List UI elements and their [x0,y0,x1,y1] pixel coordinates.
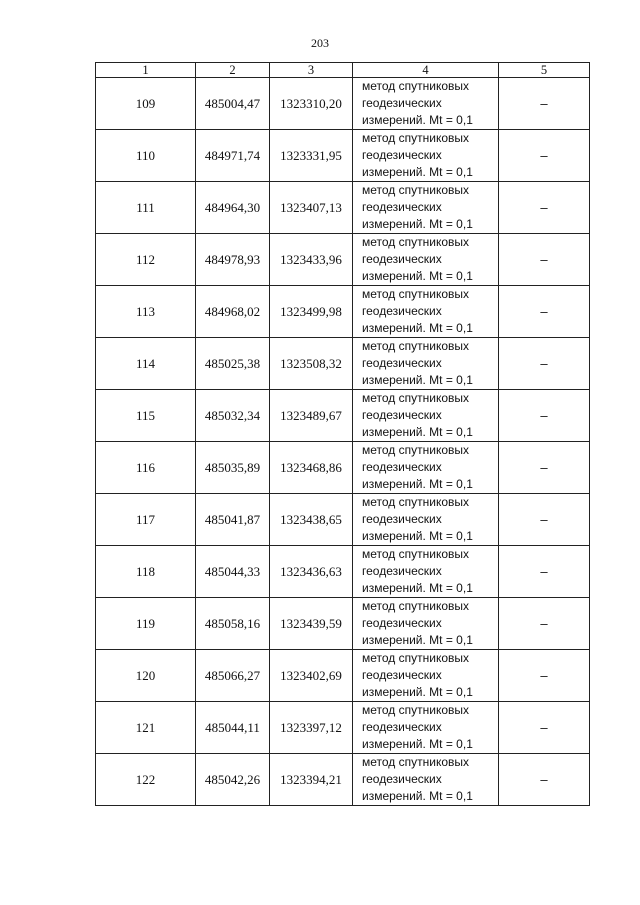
method-line: измерений. Mt = 0,1 [362,269,473,283]
x-coordinate-cell: 485058,16 [196,598,270,650]
method-line: метод спутниковых [362,703,470,717]
x-coordinate-cell: 485066,27 [196,650,270,702]
method-cell [353,754,499,806]
method-line: геодезических [362,668,442,682]
method-line: метод спутниковых [362,183,470,197]
description-cell: – [499,78,590,130]
description-cell: – [499,494,590,546]
method-line: измерений. Mt = 0,1 [362,477,473,491]
method-line: измерений. Mt = 0,1 [362,321,473,335]
x-coordinate-cell: 485041,87 [196,494,270,546]
column-header-5: 5 [499,63,590,78]
table-row [96,130,590,182]
point-number-cell: 117 [96,494,196,546]
method-line: геодезических [362,252,442,266]
method-line: метод спутниковых [362,547,470,561]
column-header-1: 1 [96,63,196,78]
table-header-row [96,63,590,78]
table-row [96,494,590,546]
method-cell [353,338,499,390]
method-cell [353,702,499,754]
description-cell: – [499,546,590,598]
method-line: измерений. Mt = 0,1 [362,529,473,543]
coordinates-table [95,62,590,806]
method-line: измерений. Mt = 0,1 [362,581,473,595]
description-cell: – [499,182,590,234]
method-line: геодезических [362,720,442,734]
method-cell [353,494,499,546]
description-cell: – [499,234,590,286]
method-cell [353,286,499,338]
method-line: метод спутниковых [362,495,470,509]
y-coordinate-cell: 1323433,96 [270,234,353,286]
y-coordinate-cell: 1323499,98 [270,286,353,338]
x-coordinate-cell: 484968,02 [196,286,270,338]
method-line: метод спутниковых [362,287,470,301]
method-line: геодезических [362,616,442,630]
method-line: метод спутниковых [362,339,470,353]
y-coordinate-cell: 1323397,12 [270,702,353,754]
page-number: 203 [311,36,329,50]
description-cell: – [499,702,590,754]
table-row [96,650,590,702]
method-line: метод спутниковых [362,131,470,145]
y-coordinate-cell: 1323331,95 [270,130,353,182]
method-line: метод спутниковых [362,79,470,93]
table-row [96,754,590,806]
method-line: геодезических [362,304,442,318]
table-row [96,390,590,442]
description-cell: – [499,754,590,806]
table-row [96,182,590,234]
method-cell [353,650,499,702]
y-coordinate-cell: 1323394,21 [270,754,353,806]
description-cell: – [499,130,590,182]
point-number-cell: 113 [96,286,196,338]
method-cell [353,130,499,182]
method-line: метод спутниковых [362,599,470,613]
point-number-cell: 118 [96,546,196,598]
x-coordinate-cell: 484978,93 [196,234,270,286]
method-cell [353,390,499,442]
point-number-cell: 116 [96,442,196,494]
point-number-cell: 111 [96,182,196,234]
x-coordinate-cell: 485044,11 [196,702,270,754]
method-line: измерений. Mt = 0,1 [362,113,473,127]
x-coordinate-cell: 484971,74 [196,130,270,182]
method-cell [353,182,499,234]
method-cell [353,598,499,650]
y-coordinate-cell: 1323407,13 [270,182,353,234]
point-number-cell: 122 [96,754,196,806]
method-cell [353,546,499,598]
method-line: геодезических [362,148,442,162]
method-line: измерений. Mt = 0,1 [362,685,473,699]
description-cell: – [499,390,590,442]
method-line: измерений. Mt = 0,1 [362,165,473,179]
method-line: метод спутниковых [362,443,470,457]
table-row [96,546,590,598]
x-coordinate-cell: 485025,38 [196,338,270,390]
column-header-4: 4 [353,63,499,78]
point-number-cell: 119 [96,598,196,650]
method-line: геодезических [362,772,442,786]
x-coordinate-cell: 484964,30 [196,182,270,234]
method-line: метод спутниковых [362,235,470,249]
point-number-cell: 114 [96,338,196,390]
point-number-cell: 115 [96,390,196,442]
y-coordinate-cell: 1323508,32 [270,338,353,390]
method-line: измерений. Mt = 0,1 [362,425,473,439]
table-row [96,338,590,390]
method-line: измерений. Mt = 0,1 [362,373,473,387]
y-coordinate-cell: 1323402,69 [270,650,353,702]
table-row [96,234,590,286]
y-coordinate-cell: 1323489,67 [270,390,353,442]
y-coordinate-cell: 1323438,65 [270,494,353,546]
point-number-cell: 109 [96,78,196,130]
table-row [96,702,590,754]
method-line: метод спутниковых [362,755,470,769]
x-coordinate-cell: 485042,26 [196,754,270,806]
method-line: геодезических [362,512,442,526]
column-header-3: 3 [270,63,353,78]
y-coordinate-cell: 1323436,63 [270,546,353,598]
method-line: метод спутниковых [362,391,470,405]
x-coordinate-cell: 485032,34 [196,390,270,442]
method-line: геодезических [362,460,442,474]
point-number-cell: 120 [96,650,196,702]
y-coordinate-cell: 1323439,59 [270,598,353,650]
method-line: геодезических [362,96,442,110]
table-row [96,442,590,494]
x-coordinate-cell: 485044,33 [196,546,270,598]
y-coordinate-cell: 1323310,20 [270,78,353,130]
method-line: геодезических [362,564,442,578]
method-cell [353,442,499,494]
description-cell: – [499,286,590,338]
point-number-cell: 112 [96,234,196,286]
method-cell [353,78,499,130]
method-line: измерений. Mt = 0,1 [362,633,473,647]
table-row [96,78,590,130]
point-number-cell: 121 [96,702,196,754]
table-body [96,63,590,806]
x-coordinate-cell: 485004,47 [196,78,270,130]
column-header-2: 2 [196,63,270,78]
y-coordinate-cell: 1323468,86 [270,442,353,494]
method-line: геодезических [362,356,442,370]
table-row [96,286,590,338]
method-line: метод спутниковых [362,651,470,665]
x-coordinate-cell: 485035,89 [196,442,270,494]
description-cell: – [499,442,590,494]
table-row [96,598,590,650]
method-line: геодезических [362,408,442,422]
method-line: измерений. Mt = 0,1 [362,789,473,803]
method-line: измерений. Mt = 0,1 [362,737,473,751]
description-cell: – [499,598,590,650]
description-cell: – [499,650,590,702]
method-line: измерений. Mt = 0,1 [362,217,473,231]
method-cell [353,234,499,286]
point-number-cell: 110 [96,130,196,182]
method-line: геодезических [362,200,442,214]
description-cell: – [499,338,590,390]
